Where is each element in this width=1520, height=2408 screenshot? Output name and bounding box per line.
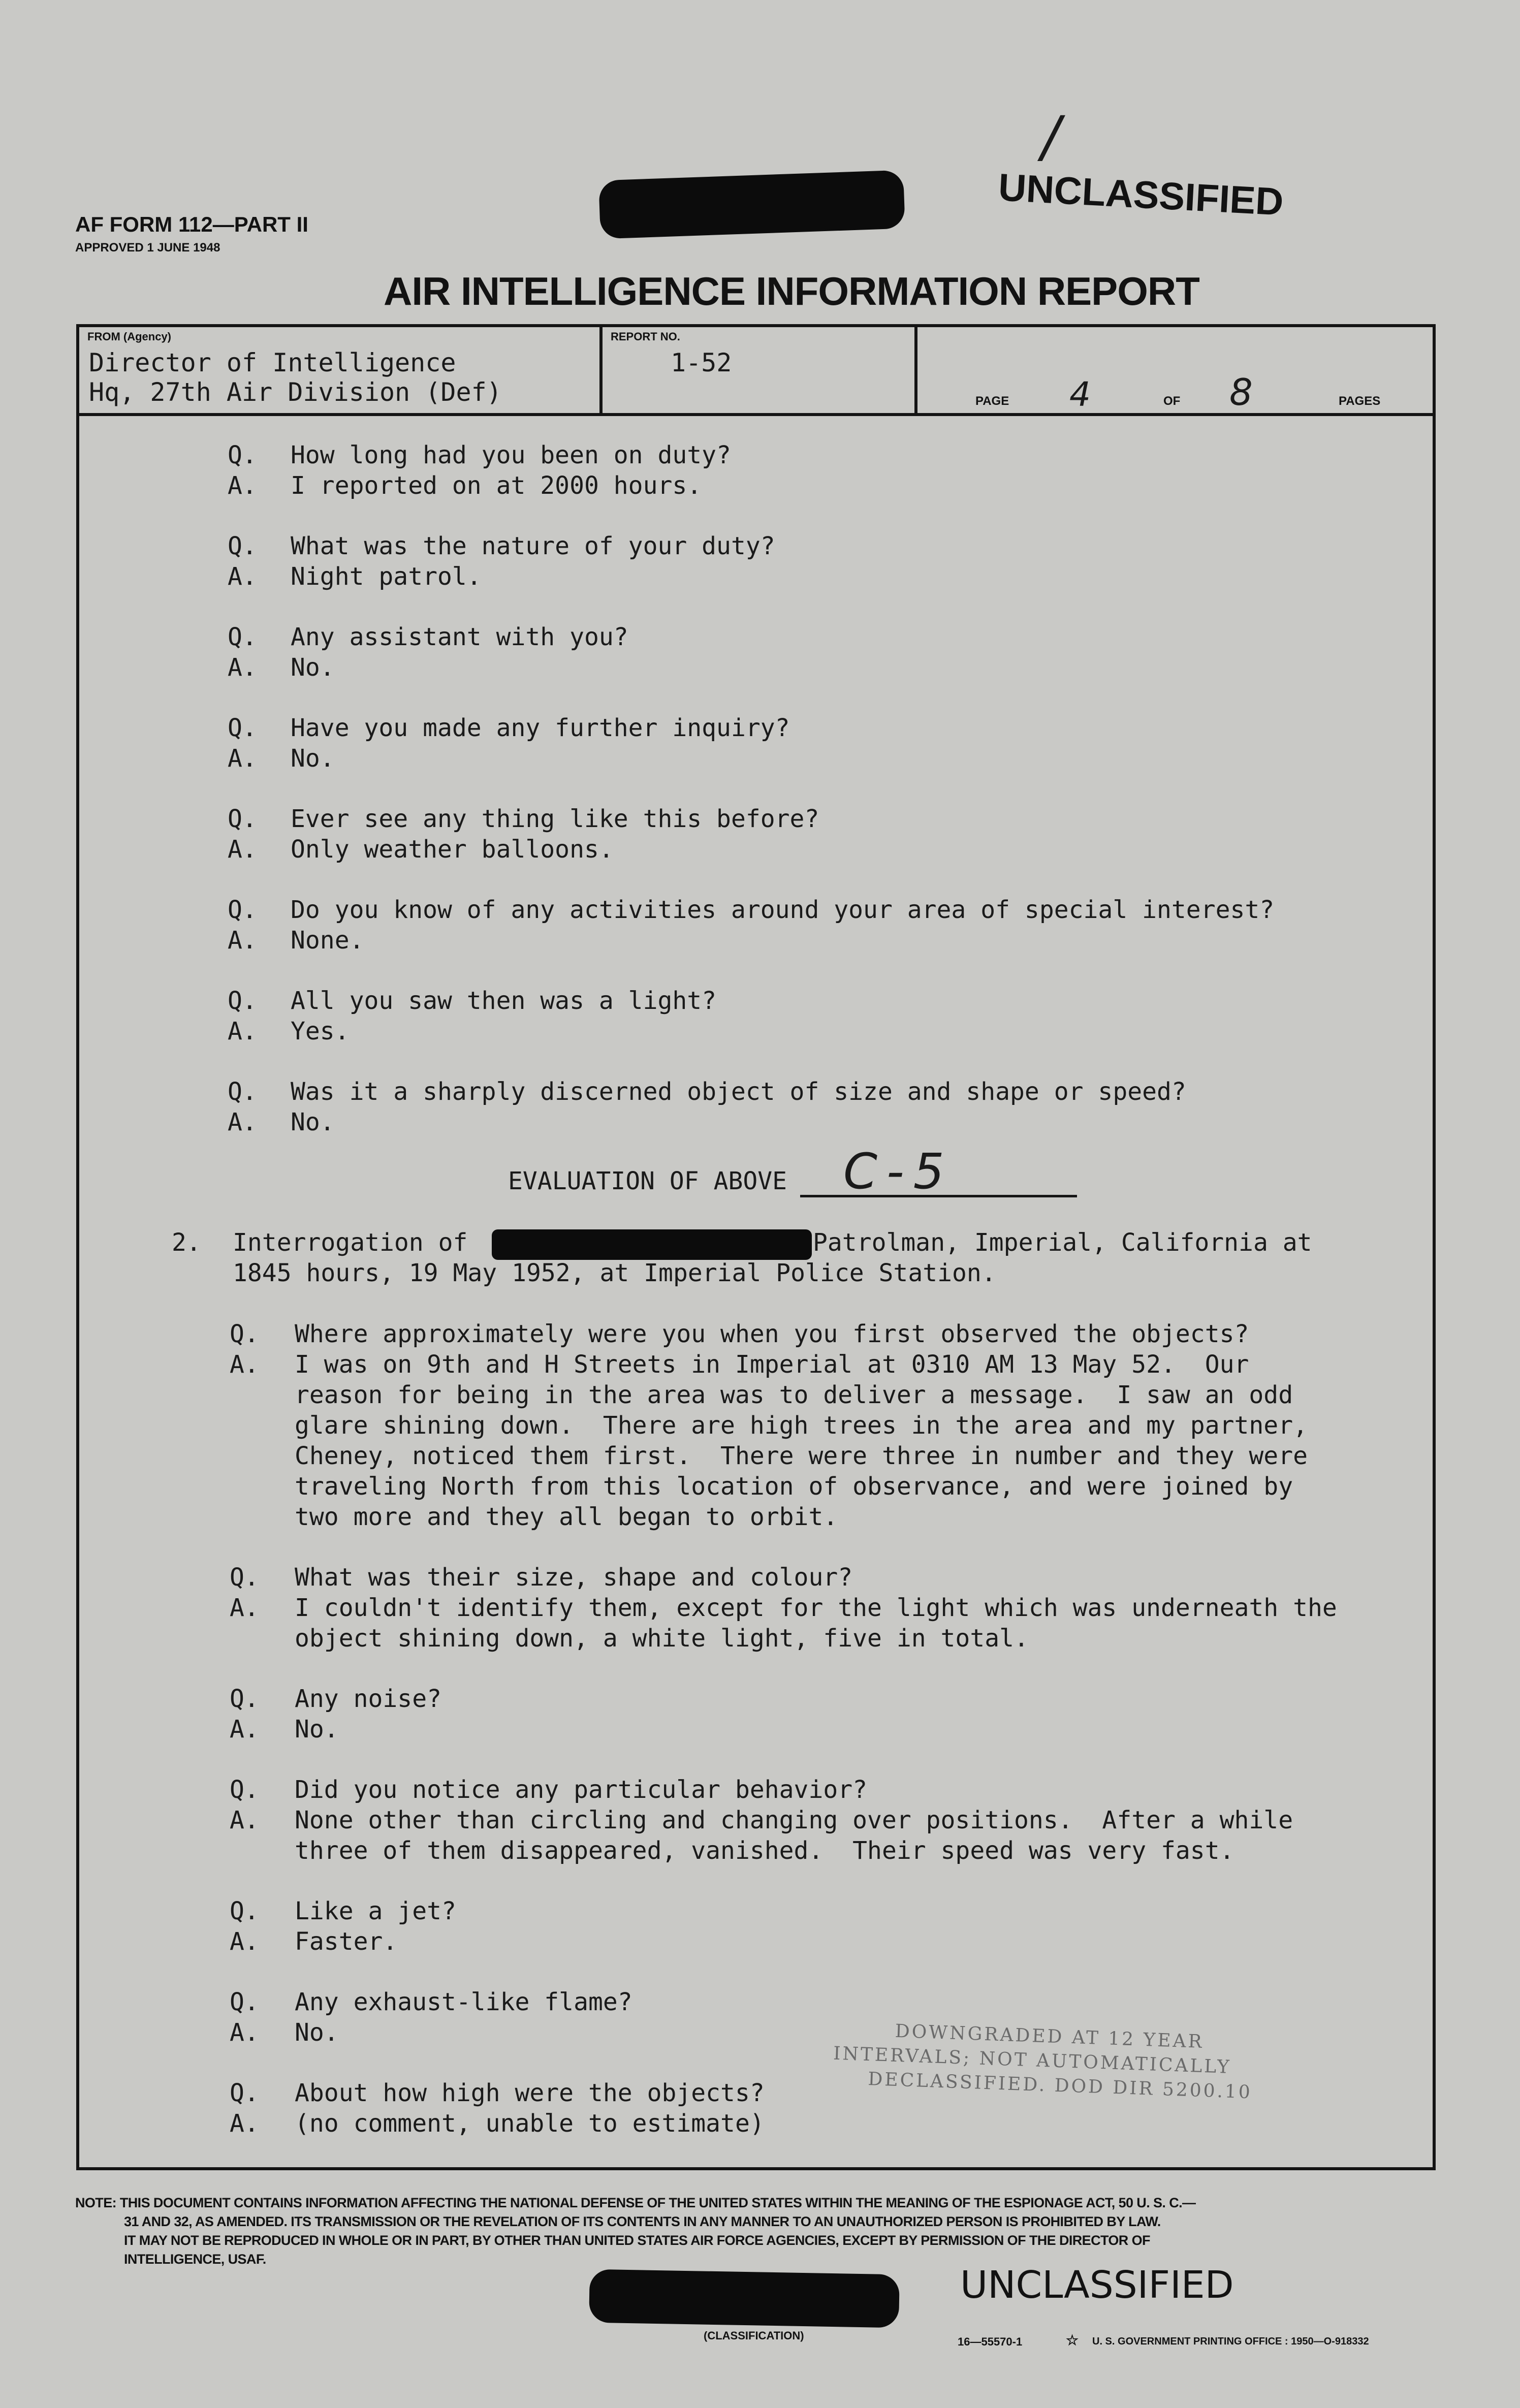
downgrade-stamp: [832, 2017, 1254, 2105]
answer-text: two more and they all began to orbit.: [295, 1503, 838, 1531]
section-2-number: 2.: [172, 1228, 201, 1257]
answer-label: A.: [228, 562, 257, 591]
redacted-top-classification: [598, 170, 905, 239]
answer-label: A.: [230, 1927, 259, 1956]
question-text: Was it a sharply discerned object of size and shape or speed?: [291, 1078, 1186, 1106]
approved-date: APPROVED 1 JUNE 1948: [75, 241, 220, 255]
answer-text: traveling North from this location of observance, and were joined by: [295, 1472, 1293, 1501]
answer-text: I was on 9th and H Streets in Imperial at 0310 AM 13 May 52. Our: [295, 1350, 1249, 1379]
from-line-2: Hq, 27th Air Division (Def): [89, 377, 502, 407]
answer-label: A.: [228, 926, 257, 955]
answer-text: No.: [295, 1715, 339, 1744]
answer-text: three of them disappeared, vanished. Their speed was very fast.: [295, 1836, 1234, 1865]
section-2-suffix: Patrolman, Imperial, California at: [813, 1228, 1312, 1257]
answer-label: A.: [230, 1715, 259, 1744]
question-label: Q.: [228, 896, 257, 924]
of-label: OF: [1163, 394, 1181, 408]
answer-text: No.: [291, 1108, 335, 1136]
answer-text: I reported on at 2000 hours.: [291, 471, 702, 500]
bottom-classification: UNCLASSIFIED: [960, 2263, 1234, 2307]
answer-text: None other than circling and changing over positions. After a while: [295, 1806, 1293, 1834]
answer-text: Night patrol.: [291, 562, 482, 591]
answer-label: A.: [230, 2109, 259, 2138]
question-text: Ever see any thing like this before?: [291, 805, 819, 833]
question-label: Q.: [228, 441, 257, 469]
redacted-bottom-classification: [589, 2269, 900, 2328]
pages-label: PAGES: [1339, 394, 1381, 408]
footer-note-line-4: INTELLIGENCE, USAF.: [124, 2252, 266, 2267]
question-label: Q.: [228, 532, 257, 560]
answer-text: Cheney, noticed them first. There were three in number and they were: [295, 1442, 1308, 1470]
answer-text: I couldn't identify them, except for the light which was underneath the: [295, 1594, 1337, 1622]
downgrade-line-3: DECLASSIFIED. DOD DIR 5200.10: [867, 2069, 1253, 2103]
question-label: Q.: [228, 1078, 257, 1106]
gpo-imprint: U. S. GOVERNMENT PRINTING OFFICE : 1950—O-918332: [1092, 2336, 1369, 2347]
question-label: Q.: [228, 805, 257, 833]
answer-text: Yes.: [291, 1017, 350, 1045]
footer-note: [75, 2194, 1457, 2269]
divider-from-report: [599, 324, 603, 416]
from-label: FROM (Agency): [87, 330, 171, 343]
question-label: Q.: [230, 2079, 259, 2107]
answer-text: No.: [295, 2018, 339, 2047]
evaluation-label: EVALUATION OF ABOVE: [508, 1167, 787, 1195]
answer-label: A.: [228, 1108, 257, 1136]
answer-text: Only weather balloons.: [291, 835, 614, 864]
page-label: PAGE: [975, 394, 1009, 408]
question-text: Any assistant with you?: [291, 623, 628, 651]
section-2-line-2: 1845 hours, 19 May 1952, at Imperial Police Station.: [233, 1259, 996, 1287]
classification-label: (CLASSIFICATION): [704, 2329, 804, 2342]
divider-report-page: [914, 324, 917, 416]
question-text: What was the nature of your duty?: [291, 532, 775, 560]
question-label: Q.: [228, 714, 257, 742]
answer-text: glare shining down. There are high trees in the area and my partner,: [295, 1411, 1308, 1440]
answer-label: A.: [228, 471, 257, 500]
answer-text: reason for being in the area was to deliver a message. I saw an odd: [295, 1381, 1293, 1409]
question-text: Did you notice any particular behavior?: [295, 1776, 868, 1804]
question-label: Q.: [230, 1685, 259, 1713]
answer-label: A.: [228, 1017, 257, 1045]
question-text: How long had you been on duty?: [291, 441, 731, 469]
top-classification: UNCLASSIFIED: [997, 166, 1285, 224]
question-text: Any noise?: [295, 1685, 441, 1713]
redacted-name: [492, 1229, 812, 1260]
answer-text: No.: [291, 653, 335, 682]
downgrade-line-1: DOWNGRADED AT 12 YEAR: [895, 2020, 1205, 2053]
answer-label: A.: [228, 835, 257, 864]
question-label: Q.: [230, 1563, 259, 1592]
from-line-1: Director of Intelligence: [89, 348, 456, 377]
answer-label: A.: [230, 1594, 259, 1622]
answer-text: object shining down, a white light, five in total.: [295, 1624, 1029, 1653]
downgrade-line-2: INTERVALS; NOT AUTOMATICALLY: [833, 2043, 1232, 2078]
print-code: 16—55570-1: [958, 2335, 1023, 2348]
question-text: Like a jet?: [295, 1897, 456, 1925]
form-number: AF FORM 112—PART II: [75, 212, 308, 236]
question-label: Q.: [230, 1320, 259, 1348]
star-icon: ☆: [1066, 2332, 1079, 2348]
answer-label: A.: [230, 2018, 259, 2047]
footer-note-line-1: NOTE: THIS DOCUMENT CONTAINS INFORMATION AFFECTING THE NATIONAL DEFENSE OF THE UNITED STATES WITHIN THE MEANING OF THE ESPIONAGE ACT, 50 U. S. C.—: [75, 2195, 1196, 2210]
page-total: 8: [1229, 371, 1253, 414]
question-label: Q.: [228, 987, 257, 1015]
question-label: Q.: [228, 623, 257, 651]
answer-label: A.: [228, 653, 257, 682]
answer-label: A.: [230, 1350, 259, 1379]
section-2-prefix: Interrogation of: [233, 1228, 468, 1257]
question-text: Any exhaust-like flame?: [295, 1988, 632, 2016]
report-title: AIR INTELLIGENCE INFORMATION REPORT: [384, 269, 1199, 313]
answer-label: A.: [228, 744, 257, 773]
answer-text: None.: [291, 926, 364, 955]
answer-text: Faster.: [295, 1927, 398, 1956]
footer-note-line-2: 31 AND 32, AS AMENDED. ITS TRANSMISSION OR THE REVELATION OF ITS CONTENTS IN ANY MANNER TO AN UNAUTHORIZED PERSON IS PROHIBITED BY LAW.: [124, 2214, 1161, 2229]
question-label: Q.: [230, 1897, 259, 1925]
question-text: Have you made any further inquiry?: [291, 714, 790, 742]
evaluation-value: C-5: [843, 1143, 954, 1200]
page-number: 4: [1069, 375, 1091, 414]
report-no: 1-52: [671, 348, 732, 377]
corner-mark: /: [1041, 104, 1061, 169]
answer-text: (no comment, unable to estimate): [295, 2109, 765, 2138]
question-text: Do you know of any activities around your area of special interest?: [291, 896, 1275, 924]
question-text: What was their size, shape and colour?: [295, 1563, 853, 1592]
question-text: All you saw then was a light?: [291, 987, 717, 1015]
question-label: Q.: [230, 1988, 259, 2016]
answer-text: No.: [291, 744, 335, 773]
question-text: Where approximately were you when you first observed the objects?: [295, 1320, 1249, 1348]
answer-label: A.: [230, 1806, 259, 1834]
footer-note-line-3: IT MAY NOT BE REPRODUCED IN WHOLE OR IN PART, BY OTHER THAN UNITED STATES AIR FORCE AGENCIES, EXCEPT BY PERMISSION OF THE DIRECTOR OF: [124, 2233, 1150, 2248]
question-label: Q.: [230, 1776, 259, 1804]
report-no-label: REPORT NO.: [611, 330, 680, 343]
question-text: About how high were the objects?: [295, 2079, 765, 2107]
